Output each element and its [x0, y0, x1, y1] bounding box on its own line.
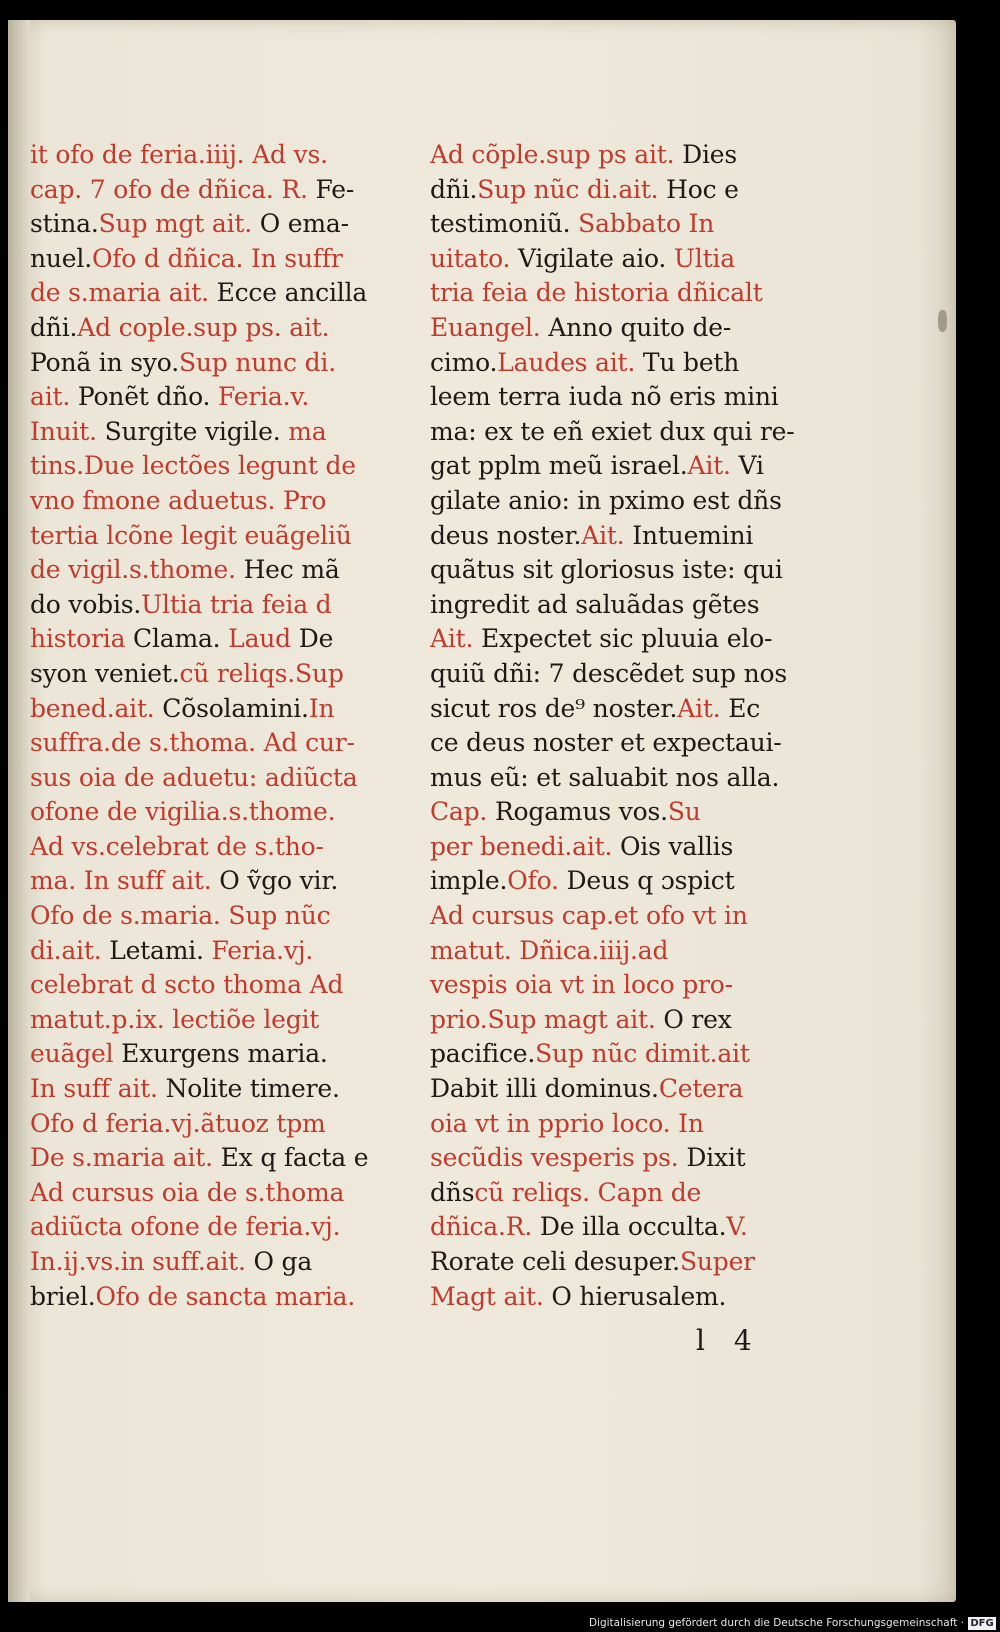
- text-line: [30, 692, 420, 727]
- rubric-text: In suff ait.: [30, 1074, 166, 1104]
- text-line: [430, 657, 820, 692]
- text-line: [30, 207, 420, 242]
- body-text: Anno quito de-: [548, 312, 732, 342]
- body-text: Ecce ancilla: [216, 278, 368, 308]
- rubric-text: Ofo de sancta maria.: [95, 1281, 356, 1311]
- text-line: [430, 692, 820, 727]
- text-line: [430, 346, 820, 381]
- text-line: [30, 588, 420, 623]
- text-line: [430, 1141, 820, 1176]
- text-line: [430, 138, 820, 173]
- text-line: [430, 207, 820, 242]
- rubric-text: Ait.: [581, 520, 633, 550]
- text-line: [430, 1176, 820, 1211]
- body-text: cimo.: [430, 347, 498, 377]
- body-text: De illa occulta.: [539, 1212, 727, 1242]
- body-text: Letami.: [109, 935, 212, 965]
- body-text: O hierusalem.: [551, 1281, 727, 1311]
- text-line: [30, 276, 420, 311]
- text-line: [30, 1141, 420, 1176]
- page-binding-shadow: [8, 20, 30, 1602]
- rubric-text: adiũcta ofone de feria.vj.: [30, 1212, 341, 1242]
- text-line: [30, 968, 420, 1003]
- rubric-text: tins.Due lectões legunt de: [30, 451, 356, 481]
- text-line: [430, 726, 820, 761]
- text-line: [30, 726, 420, 761]
- body-text: Clama.: [133, 624, 229, 654]
- text-line: [30, 1245, 420, 1280]
- rubric-text: Ait.: [677, 693, 729, 723]
- rubric-text: matut.p.ix. lectiõe legit: [30, 1004, 320, 1034]
- body-text: gilate anio: in pximo est dñs: [430, 485, 782, 515]
- rubric-text: Inuit.: [30, 416, 105, 446]
- body-text: Surgite vigile.: [104, 416, 281, 446]
- book-page: [8, 20, 956, 1602]
- rubric-text: Ad cursus cap.et ofo vt in: [430, 901, 748, 931]
- body-text: Rogamus vos.: [494, 797, 668, 827]
- body-text: leem terra iuda nõ eris mini: [430, 382, 779, 412]
- text-line: [30, 553, 420, 588]
- body-text: ingredit ad saluãdas gẽtes: [430, 589, 760, 619]
- text-line: [30, 830, 420, 865]
- rubric-text: it ofo de feria.iiij. Ad vs.: [30, 140, 328, 169]
- rubric-text: Super: [679, 1247, 755, 1276]
- rubric-text: Ait.: [430, 624, 481, 654]
- rubric-text: cũ reliqs. Capn de: [474, 1177, 702, 1207]
- text-line: [30, 1003, 420, 1038]
- text-line: [430, 795, 820, 830]
- rubric-text: secũdis vesperis ps.: [430, 1143, 687, 1173]
- text-line: [30, 380, 420, 415]
- body-text: Expectet sic pluuia elo-: [481, 624, 773, 654]
- body-text: testimoniũ.: [430, 209, 579, 239]
- text-line: [430, 899, 820, 934]
- body-text: Nolite timere.: [165, 1074, 340, 1104]
- rubric-text: Su: [667, 797, 701, 827]
- rubric-text: ma. In suff ait.: [30, 866, 220, 896]
- text-line: [30, 173, 420, 208]
- rubric-text: Cetera: [658, 1074, 744, 1104]
- rubric-text: Euangel.: [430, 312, 549, 342]
- body-text: Hoc e: [666, 174, 739, 204]
- body-text: Deus q ɔspict: [566, 866, 735, 896]
- rubric-text: Ait.: [687, 451, 739, 481]
- body-text: Exurgens maria.: [121, 1039, 328, 1069]
- text-line: [30, 1037, 420, 1072]
- text-line: [430, 1210, 820, 1245]
- rubric-text: Ad vs.celebrat de s.tho-: [30, 831, 324, 861]
- text-line: [430, 1003, 820, 1038]
- rubric-text: V.: [726, 1212, 748, 1242]
- body-text: Ponẽt dño.: [77, 382, 219, 412]
- rubric-text: euãgel: [30, 1039, 122, 1069]
- right-text-column: [430, 138, 820, 1314]
- text-line: [30, 657, 420, 692]
- rubric-text: ma: [280, 416, 327, 446]
- rubric-text: bened.ait.: [30, 693, 163, 723]
- rubric-text: Sup nũc di.ait.: [477, 174, 667, 204]
- rubric-text: Cap.: [430, 797, 495, 827]
- body-text: dñs: [430, 1177, 475, 1207]
- body-text: Ex q facta e: [220, 1143, 369, 1173]
- text-line: [30, 622, 420, 657]
- rubric-text: celebrat d scto thoma Ad: [30, 970, 344, 1000]
- left-text-column: [30, 138, 420, 1314]
- rubric-text: tertia lcõne legit euãgeliũ: [30, 520, 352, 550]
- body-text: briel.: [30, 1281, 96, 1311]
- rubric-text: dñica.R.: [430, 1212, 540, 1242]
- rubric-text: Ofo d dñica. In suffr: [91, 243, 343, 273]
- text-line: [430, 173, 820, 208]
- text-line: [30, 1176, 420, 1211]
- body-text: syon veniet.: [30, 658, 180, 688]
- folio-number: l 4: [696, 1324, 762, 1357]
- text-line: [430, 1280, 820, 1315]
- text-line: [430, 484, 820, 519]
- body-text: Dies: [682, 140, 737, 169]
- rubric-text: Ofo.: [507, 866, 567, 896]
- text-line: [430, 934, 820, 969]
- rubric-text: Feria.v.: [218, 382, 310, 412]
- text-line: [430, 1107, 820, 1142]
- text-line: [430, 553, 820, 588]
- text-line: [430, 1245, 820, 1280]
- body-text: ma: ex te eñ exiet dux qui re-: [430, 416, 795, 446]
- body-text: Fe-: [315, 174, 355, 204]
- text-line: [430, 1072, 820, 1107]
- body-text: gat pplm meũ israel.: [430, 451, 688, 481]
- rubric-text: matut. Dñica.iiij.ad: [430, 935, 669, 965]
- rubric-text: Sup nunc di.: [178, 347, 336, 377]
- text-line: [30, 934, 420, 969]
- body-text: dñi.: [430, 174, 478, 204]
- body-text: deus noster.: [430, 520, 582, 550]
- body-text: quãtus sit gloriosus iste: qui: [430, 555, 783, 585]
- rubric-text: Magt ait.: [430, 1281, 552, 1311]
- rubric-text: In: [308, 693, 335, 723]
- rubric-text: Ultia: [673, 243, 735, 273]
- body-text: De: [298, 624, 334, 654]
- rubric-text: sus oia de aduetu: adiũcta: [30, 762, 358, 792]
- rubric-text: Sup mgt ait.: [98, 209, 260, 239]
- digitization-credit: Digitalisierung gefördert durch die Deutsche Forschungsgemeinschaft ·: [588, 1617, 964, 1629]
- rubric-text: Ofo d feria.vj.ãtuoz tpm: [30, 1108, 326, 1138]
- body-text: Ec: [728, 693, 761, 723]
- rubric-text: prio.Sup magt ait.: [430, 1004, 664, 1034]
- text-line: [30, 1280, 420, 1315]
- rubric-text: cap. 7 ofo de dñica. R.: [30, 174, 316, 204]
- rubric-text: uitato.: [430, 243, 518, 273]
- rubric-text: Feria.vj.: [211, 935, 314, 965]
- rubric-text: de vigil.s.thome.: [30, 555, 244, 585]
- text-line: [430, 415, 820, 450]
- text-line: [430, 242, 820, 277]
- text-line: [430, 830, 820, 865]
- text-line: [430, 519, 820, 554]
- rubric-text: Laudes ait.: [497, 347, 643, 377]
- body-text: dñi.: [30, 312, 78, 342]
- rubric-text: ait.: [30, 382, 78, 412]
- rubric-text: Sup nũc dimit.ait: [535, 1039, 750, 1069]
- rubric-text: tria feia de historia dñicalt: [430, 278, 763, 308]
- body-text: quiũ dñi: 7 descẽdet sup nos: [430, 658, 787, 688]
- text-line: [30, 519, 420, 554]
- text-line: [30, 449, 420, 484]
- body-text: Vigilate aio.: [518, 243, 674, 273]
- rubric-text: cũ reliqs.Sup: [179, 658, 344, 688]
- dfg-logo: DFG: [968, 1617, 996, 1630]
- text-line: [30, 311, 420, 346]
- rubric-text: Sabbato In: [578, 209, 715, 239]
- body-text: ce deus noster et expectaui-: [430, 728, 782, 758]
- body-text: pacifice.: [430, 1039, 536, 1069]
- body-text: Cõsolamini.: [162, 693, 309, 723]
- rubric-text: de s.maria ait.: [30, 278, 217, 308]
- text-line: [430, 588, 820, 623]
- rubric-text: vespis oia vt in loco pro-: [430, 970, 733, 1000]
- text-line: [430, 311, 820, 346]
- text-line: [430, 380, 820, 415]
- body-text: O ga: [253, 1247, 313, 1276]
- rubric-text: Ultia tria feia d: [141, 589, 332, 619]
- body-text: O ṽgo vir.: [219, 866, 339, 896]
- text-line: [30, 899, 420, 934]
- rubric-text: suffra.de s.thoma. Ad cur-: [30, 728, 355, 758]
- body-text: nuel.: [30, 243, 92, 273]
- text-line: [430, 1037, 820, 1072]
- body-text: Dabit illi dominus.: [430, 1074, 659, 1104]
- body-text: Ponã in syo.: [30, 347, 179, 377]
- body-text: Tu beth: [642, 347, 740, 377]
- rubric-text: historia: [30, 624, 134, 654]
- rubric-text: Ad cople.sup ps. ait.: [77, 312, 330, 342]
- body-text: Dixit: [686, 1143, 746, 1173]
- text-line: [30, 1072, 420, 1107]
- body-text: sicut ros de⁹ noster.: [430, 693, 678, 723]
- text-line: [430, 622, 820, 657]
- text-line: [430, 276, 820, 311]
- text-line: [430, 449, 820, 484]
- text-line: [30, 795, 420, 830]
- body-text: Vi: [738, 451, 764, 481]
- text-line: [30, 1210, 420, 1245]
- text-line: [30, 346, 420, 381]
- text-line: [430, 761, 820, 796]
- body-text: Hec mã: [243, 555, 340, 585]
- text-line: [30, 484, 420, 519]
- rubric-text: ofone de vigilia.s.thome.: [30, 797, 336, 827]
- rubric-text: per benedi.ait.: [430, 831, 620, 861]
- body-text: Ois vallis: [619, 831, 734, 861]
- text-line: [430, 864, 820, 899]
- text-line: [30, 761, 420, 796]
- body-text: stina.: [30, 209, 99, 239]
- body-text: O ema-: [259, 209, 349, 239]
- rubric-text: di.ait.: [30, 935, 110, 965]
- rubric-text: vno fmone aduetus. Pro: [30, 485, 327, 515]
- text-line: [30, 242, 420, 277]
- body-text: Rorate celi desuper.: [430, 1247, 680, 1276]
- rubric-text: oia vt in pprio loco. In: [430, 1108, 704, 1138]
- rubric-text: Ad cursus oia de s.thoma: [30, 1177, 345, 1207]
- rubric-text: Laud: [228, 624, 299, 654]
- rubric-text: Ofo de s.maria. Sup nũc: [30, 901, 331, 931]
- rubric-text: Ad cõple.sup ps ait.: [430, 140, 683, 169]
- body-text: imple.: [430, 866, 508, 896]
- body-text: mus eũ: et saluabit nos alla.: [430, 762, 780, 792]
- paper-stain: [938, 310, 947, 332]
- text-line: [30, 864, 420, 899]
- text-line: [30, 415, 420, 450]
- text-line: [30, 138, 420, 173]
- rubric-text: De s.maria ait.: [30, 1143, 221, 1173]
- body-text: Intuemini: [632, 520, 754, 550]
- text-line: [30, 1107, 420, 1142]
- rubric-text: In.ij.vs.in suff.ait.: [30, 1247, 254, 1276]
- body-text: do vobis.: [30, 589, 142, 619]
- body-text: O rex: [663, 1004, 732, 1034]
- text-line: [430, 968, 820, 1003]
